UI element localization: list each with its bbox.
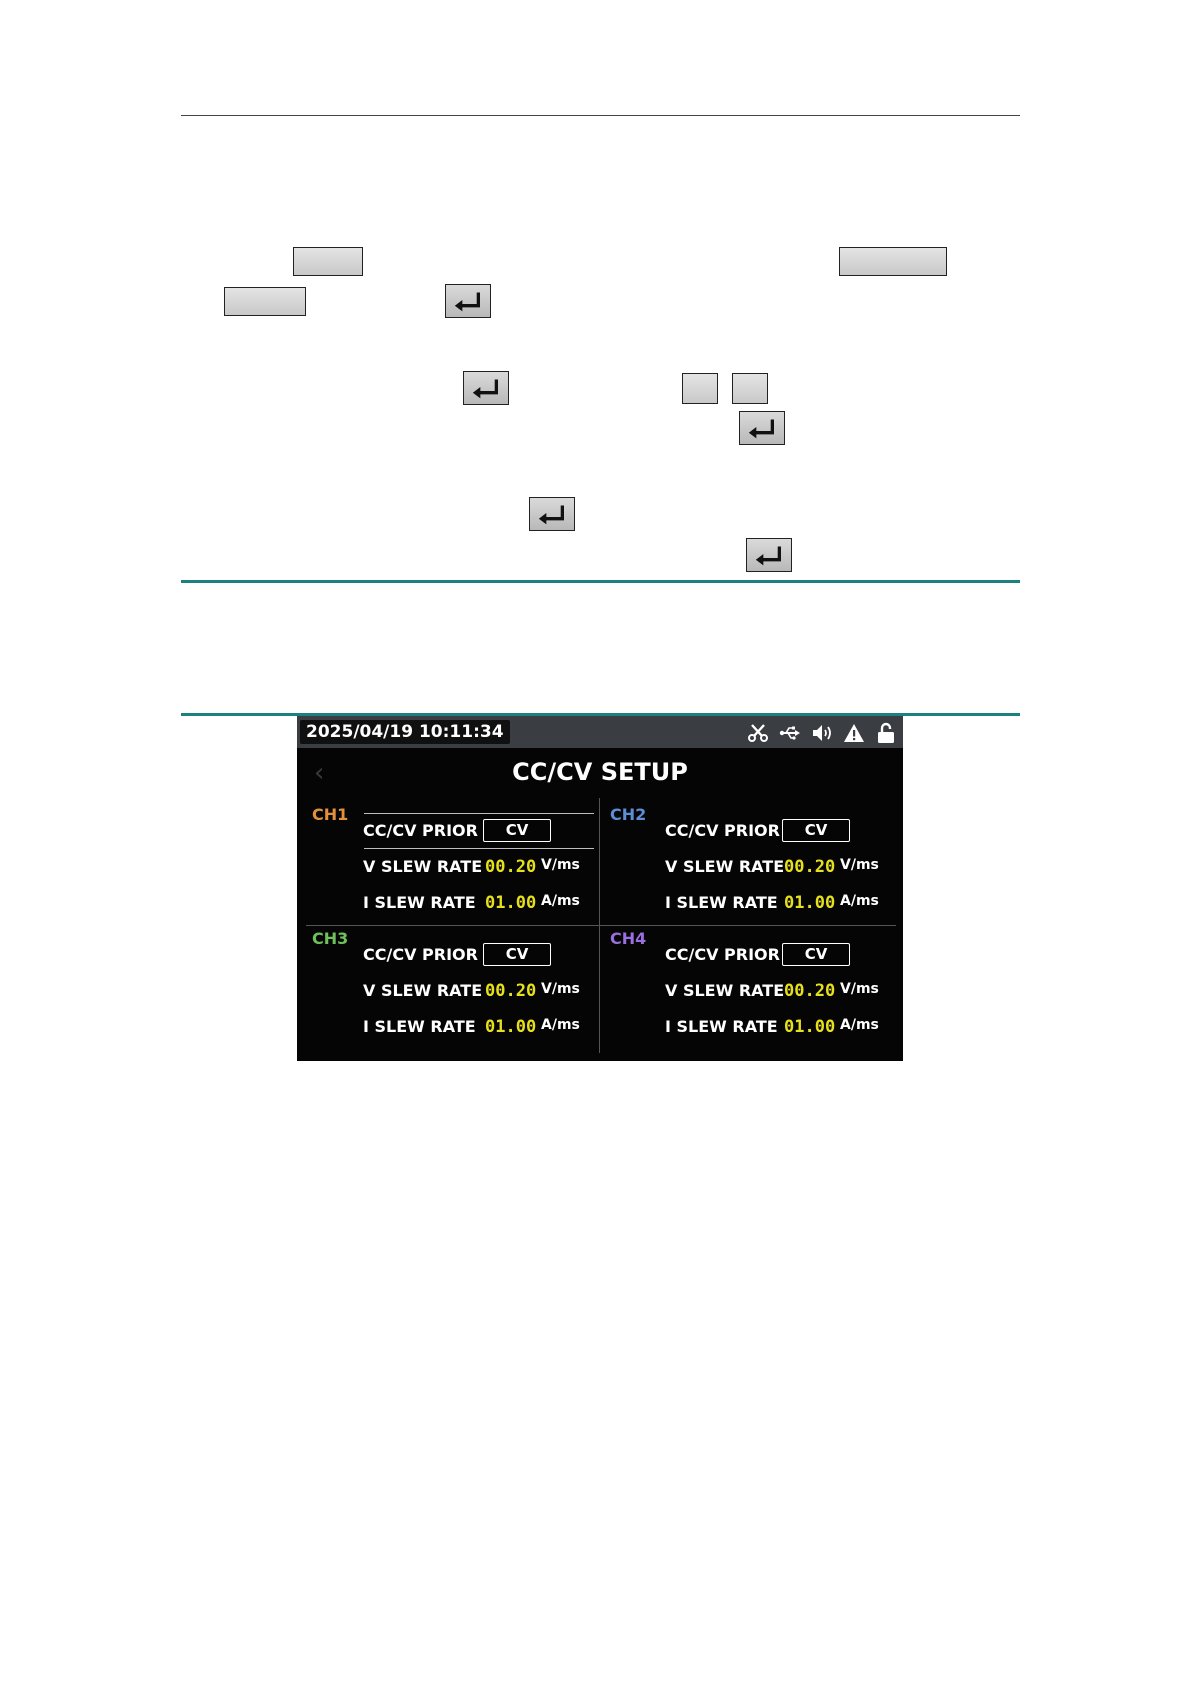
channel-panel-ch2 [599,805,899,925]
speaker-icon [811,722,833,744]
cc-cv-prior-label: CC/CV PRIOR [665,821,780,840]
unlock-icon [875,722,897,744]
usb-icon [779,722,801,744]
i-slew-rate-unit: A/ms [840,1017,879,1033]
i-slew-rate-label: I SLEW RATE [665,1017,778,1036]
cc-cv-prior-selector[interactable]: CV [782,819,850,842]
v-slew-rate-value[interactable]: 00.20 [485,981,537,1001]
scissors-icon [747,722,769,744]
channel-panel-ch1 [297,805,597,925]
cc-cv-prior-selector[interactable]: CV [483,943,551,966]
panel-divider-horizontal [306,925,896,926]
warning-icon [843,722,865,744]
cc-cv-setup-screen [297,716,903,1061]
screen-title: CC/CV SETUP [512,758,688,786]
enter-key-icon [445,284,491,318]
cc-cv-prior-label: CC/CV PRIOR [363,821,478,840]
v-slew-rate-value[interactable]: 00.20 [784,981,836,1001]
v-slew-rate-label: V SLEW RATE [665,981,785,1000]
i-slew-rate-unit: A/ms [541,893,580,909]
v-slew-rate-unit: V/ms [840,981,879,997]
v-slew-rate-unit: V/ms [541,981,580,997]
i-slew-rate-value[interactable]: 01.00 [784,893,836,913]
i-slew-rate-value[interactable]: 01.00 [784,1017,836,1037]
v-slew-rate-unit: V/ms [541,857,580,873]
enter-key-icon [739,411,785,445]
back-arrow-icon[interactable]: ‹ [314,758,325,788]
v-slew-rate-label: V SLEW RATE [363,981,483,1000]
channel-label: CH3 [312,929,349,948]
soft-key-2 [839,247,947,276]
header-rule [181,115,1020,116]
i-slew-rate-value[interactable]: 01.00 [485,1017,537,1037]
channel-panel-ch4 [599,929,899,1049]
v-slew-rate-label: V SLEW RATE [363,857,483,876]
cc-cv-prior-selector[interactable]: CV [483,819,551,842]
v-slew-rate-value[interactable]: 00.20 [485,857,537,877]
v-slew-rate-unit: V/ms [840,857,879,873]
i-slew-rate-unit: A/ms [541,1017,580,1033]
soft-key-1 [293,247,363,276]
arrow-key-right [732,373,768,404]
channel-label: CH4 [610,929,647,948]
status-bar [297,716,903,748]
datetime: 2025/04/19 10:11:34 [300,720,510,744]
channel-label: CH1 [312,805,349,824]
soft-key-3 [224,287,306,316]
i-slew-rate-unit: A/ms [840,893,879,909]
i-slew-rate-label: I SLEW RATE [363,1017,476,1036]
cc-cv-prior-selector[interactable]: CV [782,943,850,966]
channel-label: CH2 [610,805,647,824]
i-slew-rate-label: I SLEW RATE [665,893,778,912]
arrow-key-left [682,373,718,404]
i-slew-rate-value[interactable]: 01.00 [485,893,537,913]
enter-key-icon [529,497,575,531]
cc-cv-prior-label: CC/CV PRIOR [363,945,478,964]
section-rule [181,580,1020,583]
i-slew-rate-label: I SLEW RATE [363,893,476,912]
enter-key-icon [463,371,509,405]
enter-key-icon [746,538,792,572]
v-slew-rate-label: V SLEW RATE [665,857,785,876]
cc-cv-prior-label: CC/CV PRIOR [665,945,780,964]
channel-panel-ch3 [297,929,597,1049]
v-slew-rate-value[interactable]: 00.20 [784,857,836,877]
